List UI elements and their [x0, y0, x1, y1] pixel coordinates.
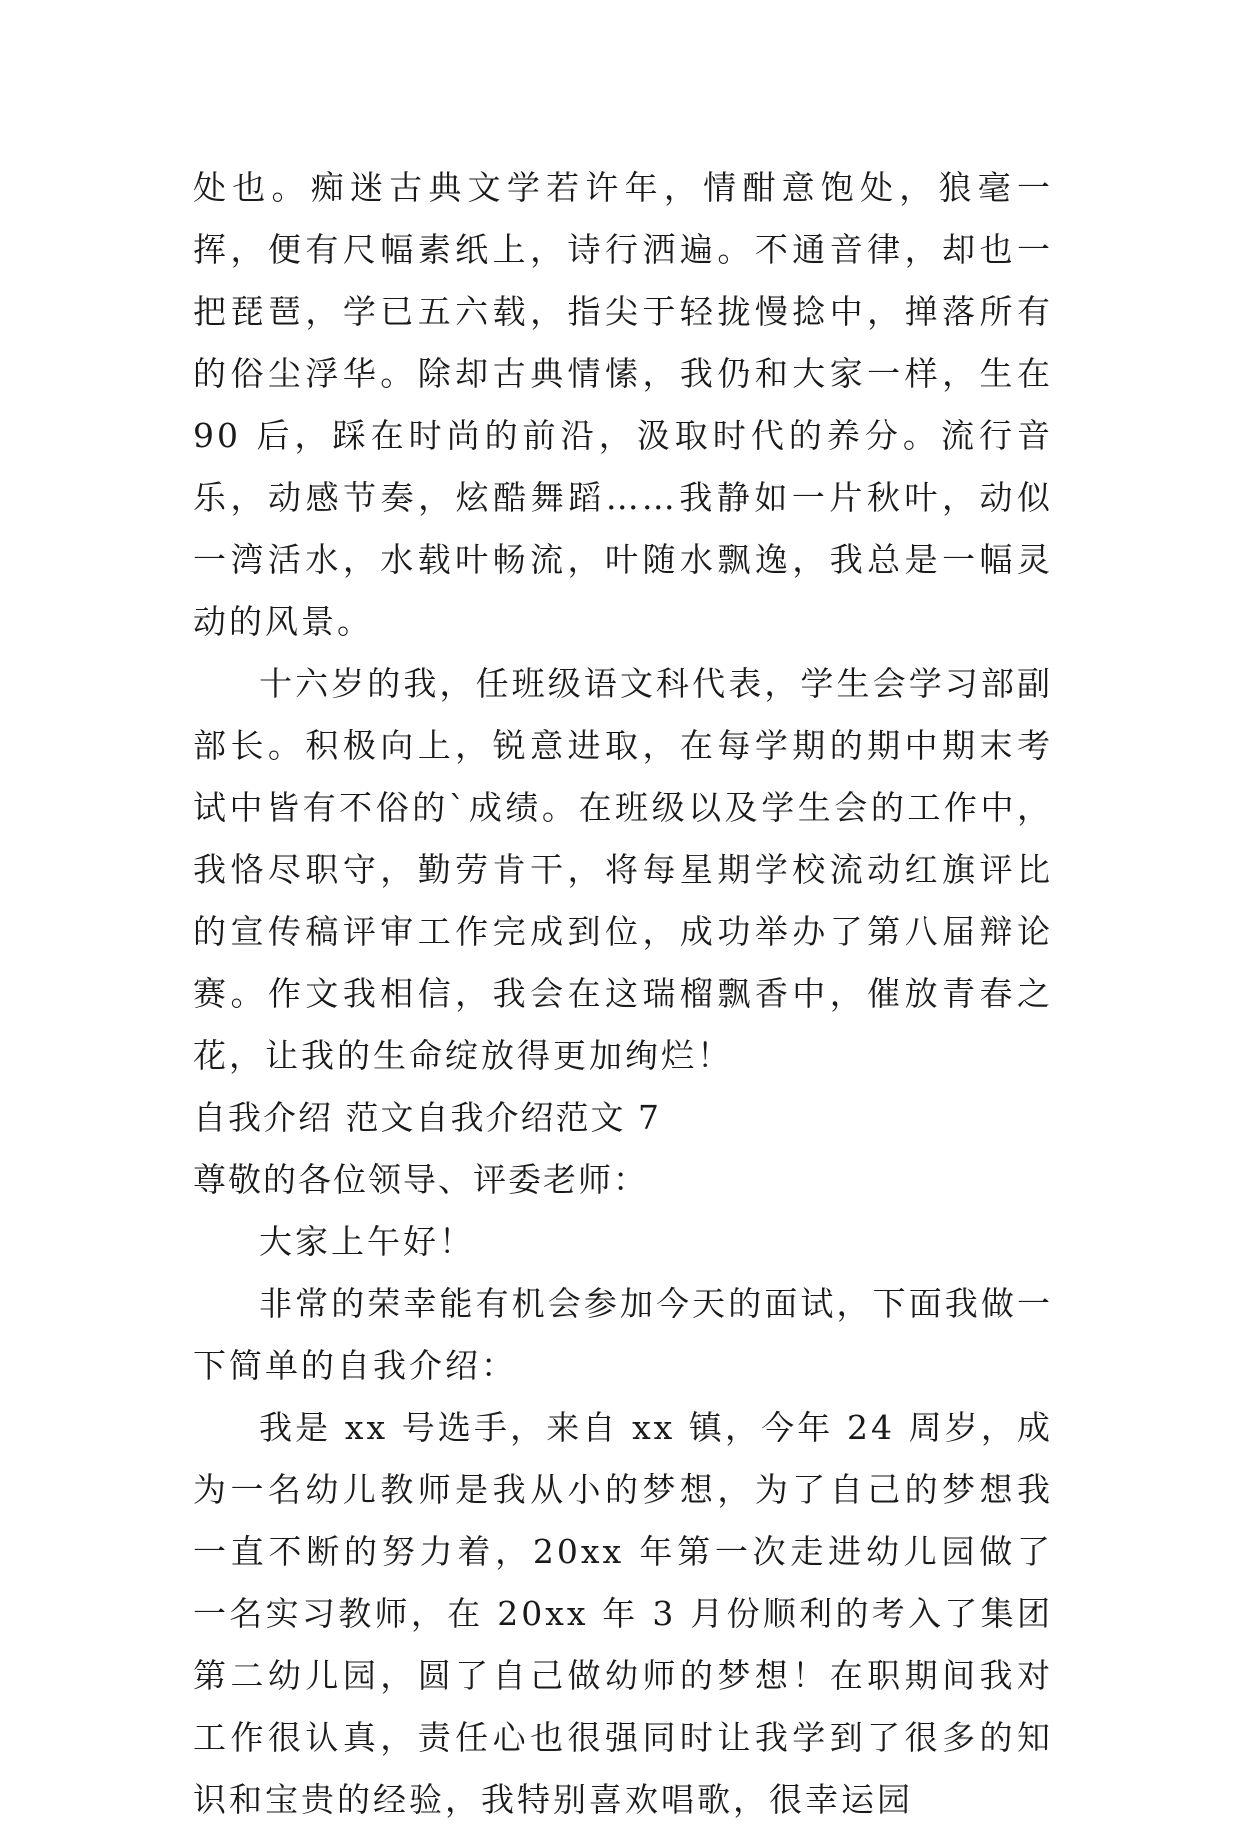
document-body	[193, 157, 1053, 1831]
paragraph-sixteen: 十六岁的我，任班级语文科代表，学生会学习部副部长。积极向上，锐意进取，在每学期的期中期末考试中皆有不俗的`成绩。在班级以及学生会的工作中，我恪尽职守，勤劳肯干，将每星期学校流动红旗评比的宣传稿评审工作完成到位，成功举办了第八届辩论赛。作文我相信，我会在这瑞榴飘香中，催放青春之花，让我的生命绽放得更加绚烂！	[193, 664, 1053, 1075]
section-heading: 自我介绍 范文自我介绍范文 7	[193, 1098, 661, 1137]
paragraph-self-intro: 我是 xx 号选手，来自 xx 镇，今年 24 周岁，成为一名幼儿教师是我从小的梦想，为了自己的梦想我一直不断的努力着，20xx 年第一次走进幼儿园做了一名实习教师，在 20xx 年 3 月份顺利的考入了集团第二幼儿园，圆了自己做幼师的梦想！在职期间我对工作很认真，责任心也很强同时让我学到了很多的知识和宝贵的经验，我特别喜欢唱歌，很幸运园	[193, 1408, 1053, 1819]
paragraph-opening: 非常的荣幸能有机会参加今天的面试，下面我做一下简单的自我介绍：	[193, 1284, 1053, 1385]
salutation: 尊敬的各位领导、评委老师：	[193, 1160, 648, 1199]
greeting: 大家上午好！	[259, 1222, 475, 1261]
paragraph-intro-continued: 处也。痴迷古典文学若许年，情酣意饱处，狼毫一挥，便有尺幅素纸上，诗行洒遍。不通音律，却也一把琵琶，学已五六载，指尖于轻拢慢捻中，掸落所有的俗尘浮华。除却古典情愫，我仍和大家一样，生在 90 后，踩在时尚的前沿，汲取时代的养分。流行音乐，动感节奏，炫酷舞蹈……我静如一片秋叶，动似一湾活水，水载叶畅流，叶随水飘逸，我总是一幅灵动的风景。	[193, 168, 1053, 641]
